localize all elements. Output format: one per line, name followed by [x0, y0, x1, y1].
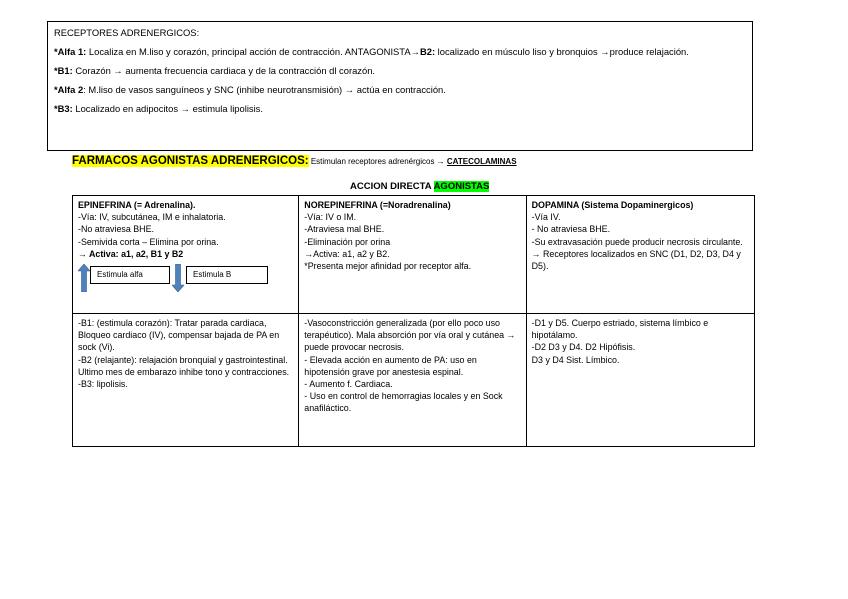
- epi-activa: → Activa: a1, a2, B1 y B2: [78, 248, 184, 259]
- stimulus-arrows: [78, 264, 293, 292]
- nor-line: -Vía: IV o IM.: [304, 212, 357, 223]
- nor-effect: -Vasoconstricción generalizada (por ello poco uso terapéutico). Mala absorción por vía oral y cutánea → puede provocar necrosis.: [304, 318, 516, 353]
- dop-effect: -D1 y D5. Cuerpo estriado, sistema límbico e hipotálamo.: [531, 318, 709, 341]
- b3-label: *B3:: [54, 103, 73, 114]
- nor-effect: - Aumento f. Cardiaca.: [304, 379, 393, 390]
- alfa2-label: *Alfa 2: [54, 84, 84, 95]
- receptors-box: [47, 21, 753, 151]
- dop-line: → Receptores localizados en SNC (D1, D2, D3, D4 y D5).: [531, 248, 741, 272]
- accion-highlight: AGONISTAS: [433, 181, 490, 192]
- norepinefrina-effects-cell: [299, 314, 526, 447]
- nor-line: *Presenta mejor afinidad por receptor alfa.: [304, 261, 472, 272]
- dop-effect: D3 y D4 Sist. Límbico.: [531, 354, 620, 365]
- dop-line: - No atraviesa BHE.: [531, 224, 611, 235]
- heading-sub: Estimulan receptores adrenérgicos →: [308, 157, 447, 166]
- epi-line: -Vía: IV, subcutánea, IM e inhalatoria.: [78, 212, 226, 223]
- heading-catecolaminas: CATECOLAMINAS: [446, 157, 517, 166]
- alfa2-line: [54, 83, 746, 96]
- dopamina-title: DOPAMINA (Sistema Dopaminergicos): [531, 200, 694, 210]
- nor-line: -Atraviesa mal BHE.: [304, 224, 385, 235]
- nor-line: →Activa: a1, a2 y B2.: [304, 248, 390, 259]
- dop-line: -Su extravasación puede producir necrosis circulante.: [531, 236, 743, 247]
- nor-line: -Eliminación por orina: [304, 236, 391, 247]
- norepinefrina-cell: [299, 196, 526, 314]
- alfa1-line: [54, 45, 746, 58]
- epi-line: -No atraviesa BHE.: [78, 224, 154, 235]
- section-heading: [72, 155, 517, 167]
- epinefrina-cell: [73, 196, 299, 314]
- dop-line: -Vía IV.: [531, 212, 561, 223]
- agonists-table: [72, 195, 755, 447]
- nor-effect: - Uso en control de hemorragias locales y en Sock anafiláctico.: [304, 391, 503, 414]
- nor-effect: - Elevada acción en aumento de PA: uso en hipotensión grave por anestesia espinal.: [304, 354, 477, 377]
- epi-effect: -B2 (relajante): relajación bronquial y gastrointestinal. Ultimo mes de embarazo inhibe tono y contracciones.: [78, 354, 290, 377]
- b2-label: B2:: [419, 46, 436, 57]
- b1-line: [54, 64, 746, 77]
- heading-title: FARMACOS AGONISTAS ADRENERGICOS:: [72, 155, 309, 167]
- epinefrina-effects-cell: [73, 314, 299, 447]
- norepinefrina-title: NOREPINEFRINA (=Noradrenalina): [304, 200, 451, 210]
- arrow-down-icon: [172, 264, 184, 292]
- alfa1-label: *Alfa 1:: [54, 46, 87, 57]
- table-row: [73, 314, 755, 447]
- b3-line: [54, 102, 746, 115]
- arrow-up-icon: [78, 264, 90, 292]
- b3-text: Localizado en adipocitos → estimula lipolisis.: [72, 103, 263, 114]
- table-row: [73, 196, 755, 314]
- receptors-title: RECEPTORES ADRENERGICOS:: [54, 27, 200, 38]
- alfa2-text: : M.liso de vasos sanguíneos y SNC (inhibe neurotransmisión) → actúa en contracción.: [83, 84, 446, 95]
- b1-label: *B1:: [54, 65, 73, 76]
- b2-text: localizado en músculo liso y bronquios →produce relajación.: [435, 46, 689, 57]
- epinefrina-title: EPINEFRINA (= Adrenalina).: [78, 200, 196, 210]
- alfa1-text: Localiza en M.liso y corazón, principal acción de contracción. ANTAGONISTA→: [86, 46, 420, 57]
- accion-directa-title: [350, 181, 489, 192]
- b1-text: Corazón → aumenta frecuencia cardiaca y de la contracción dl corazón.: [72, 65, 376, 76]
- dopamina-effects-cell: [526, 314, 754, 447]
- epi-line: -Semivida corta – Elimina por orina.: [78, 236, 219, 247]
- estimula-b-label: Estimula B: [186, 266, 268, 284]
- epi-effect: -B3: lipolisis.: [78, 379, 128, 390]
- accion-prefix: ACCION DIRECTA: [350, 181, 434, 192]
- dop-effect: -D2 D3 y D4. D2 Hipófisis.: [531, 342, 636, 353]
- estimula-alfa-label: Estimula alfa: [90, 266, 170, 284]
- epi-effect: -B1: (estimula corazón): Tratar parada cardiaca, Bloqueo cardiaco (IV), compensar bajada de PA en sock (Vi).: [78, 318, 280, 353]
- dopamina-cell: [526, 196, 754, 314]
